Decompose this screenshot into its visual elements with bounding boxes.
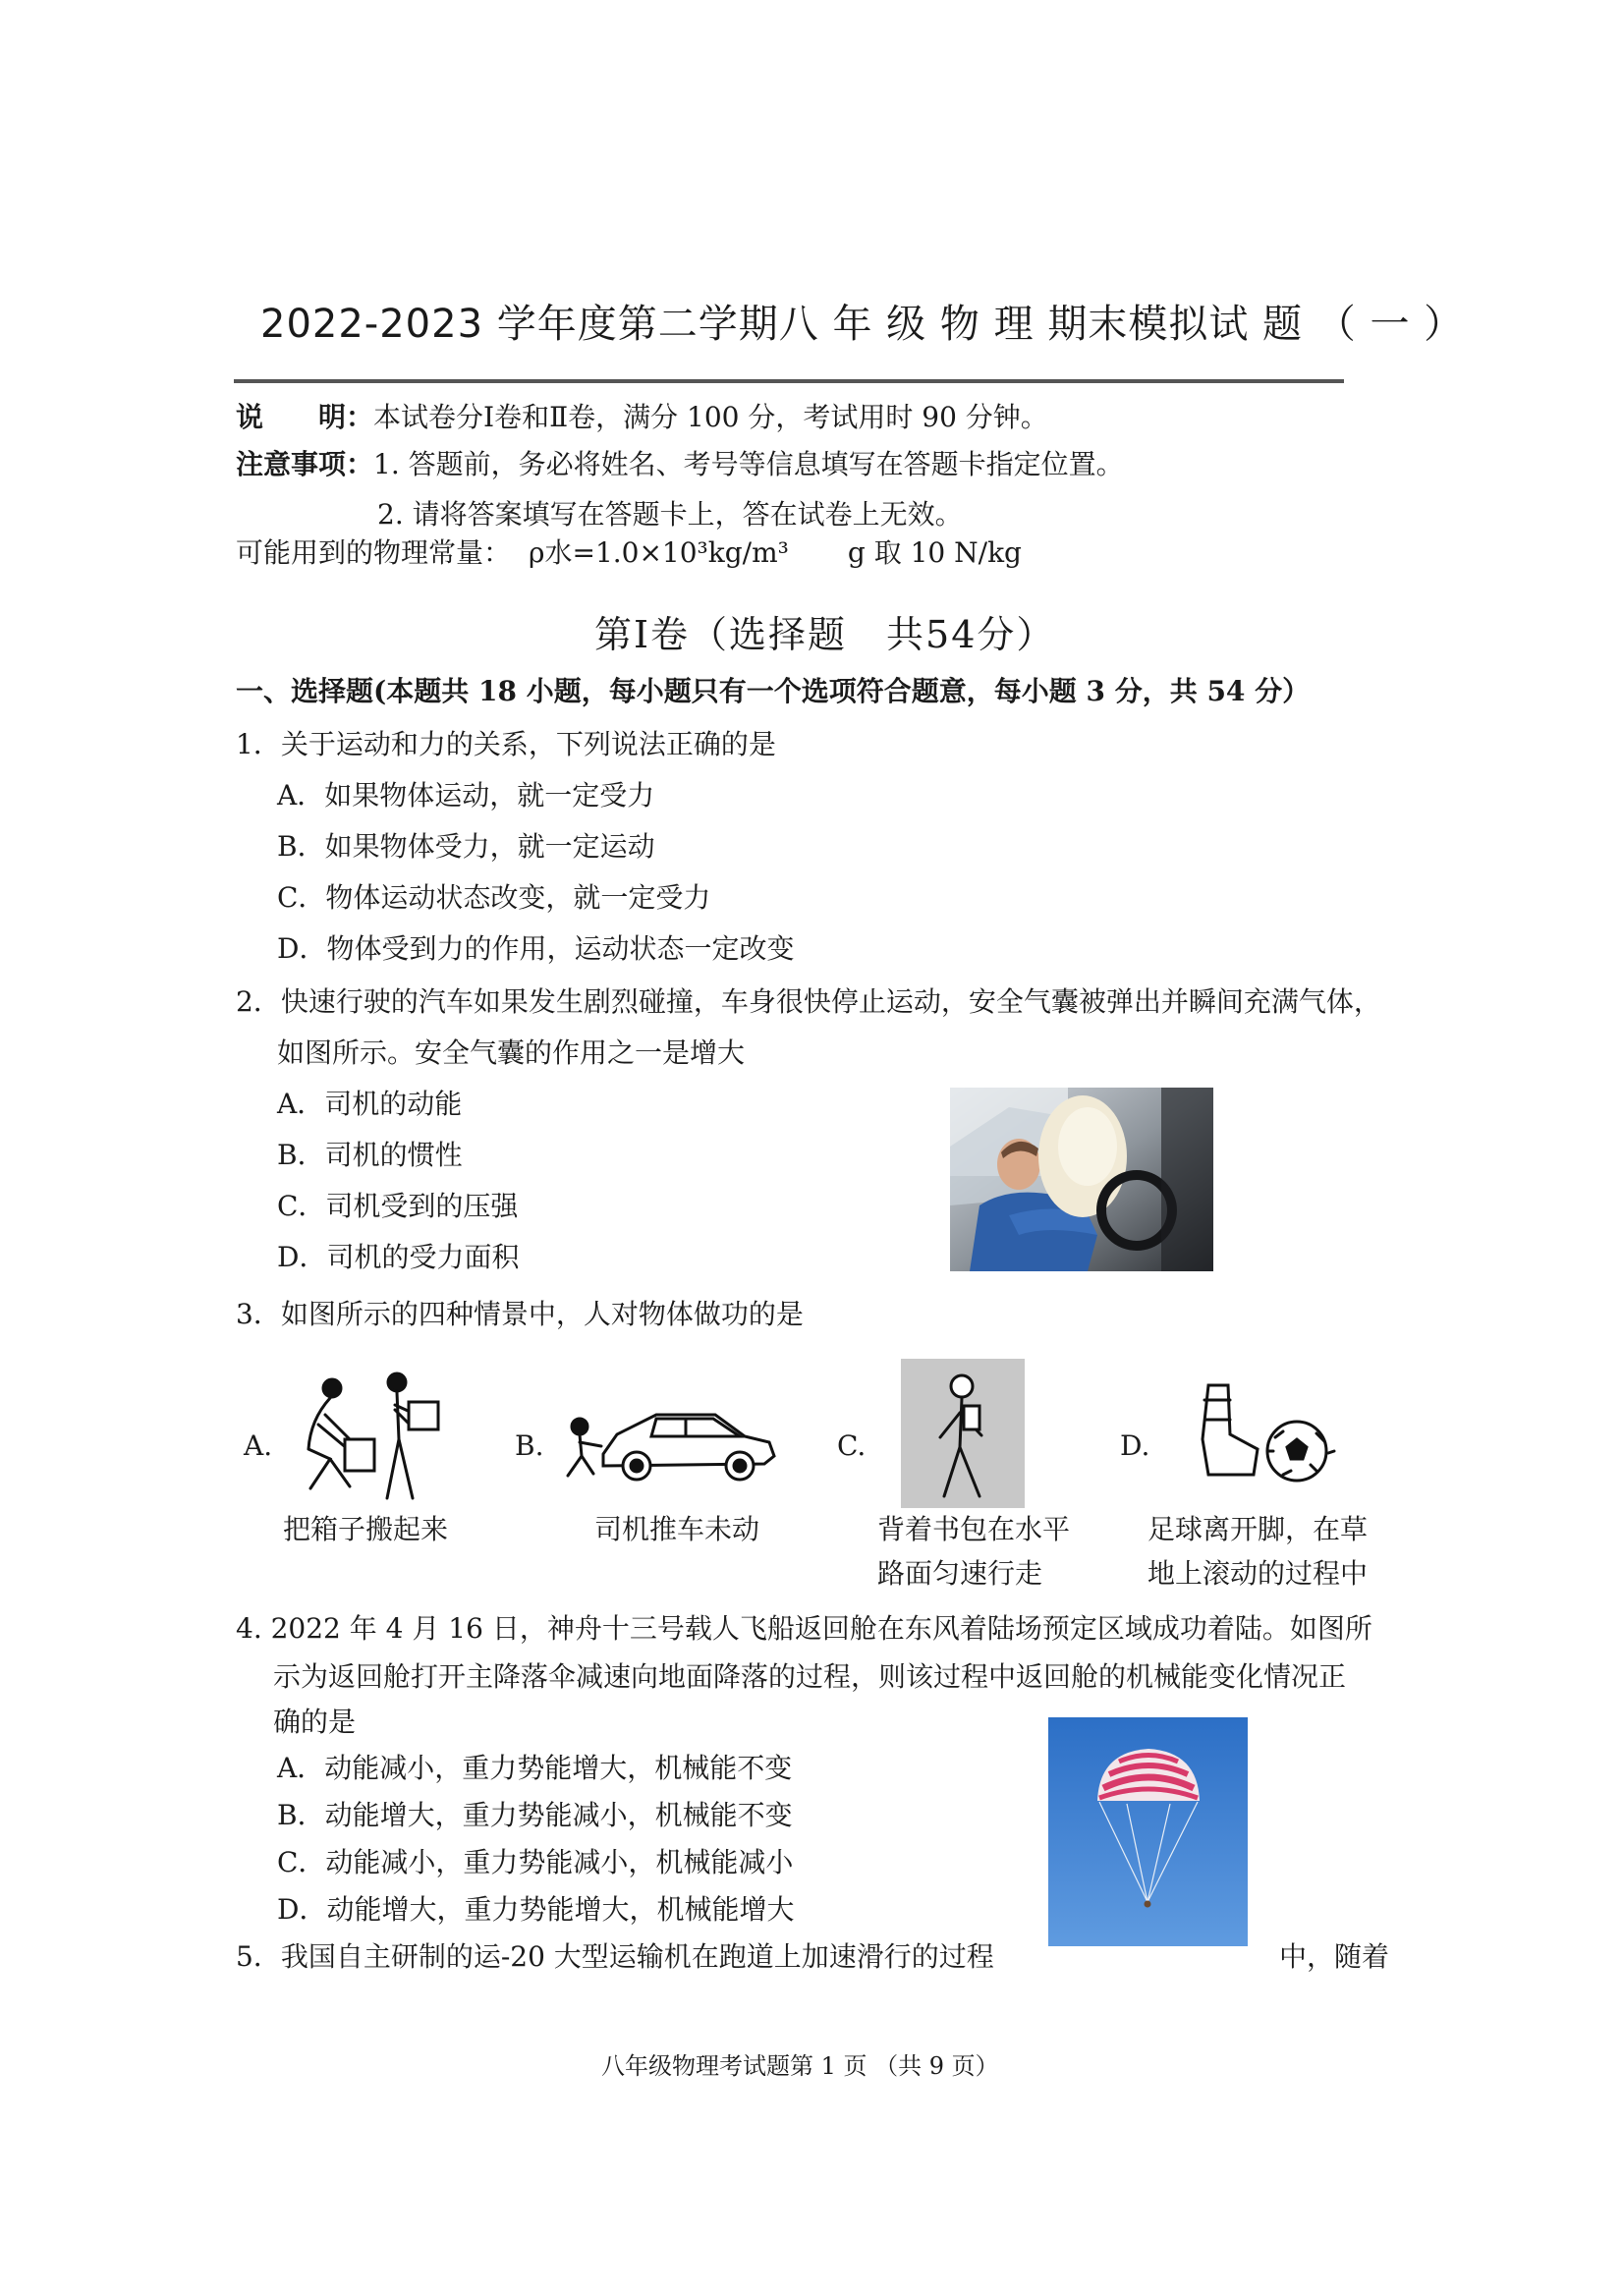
instructions-label: 说 明：: [236, 401, 374, 433]
constant-water-density: ρ水=1.0×10³kg/m³: [529, 536, 789, 569]
q3-caption-d-line1: 足球离开脚，在草: [1147, 1513, 1369, 1545]
q5-stem-start: 5．我国自主研制的运-20 大型运输机在跑道上加速滑行的过程: [236, 1940, 994, 1973]
q1-option-c: C．物体运动状态改变，就一定受力: [277, 881, 711, 914]
attention-item-2: 2. 请将答案填写在答题卡上，答在试卷上无效。: [377, 498, 963, 531]
q3-caption-b: 司机推车未动: [594, 1513, 760, 1545]
q2-option-d: D．司机的受力面积: [277, 1241, 520, 1273]
kicked-ball-figure: [1189, 1380, 1336, 1493]
q2-stem-line2: 如图所示。安全气囊的作用之一是增大: [277, 1036, 746, 1069]
q3-caption-c-line1: 背着书包在水平: [877, 1513, 1071, 1545]
constants-label: 可能用到的物理常量：: [236, 536, 512, 569]
q4-option-d: D．动能增大，重力势能增大，机械能增大: [277, 1893, 795, 1926]
parachute-photo: [1048, 1717, 1248, 1946]
q1-option-b: B．如果物体受力，就一定运动: [277, 830, 655, 863]
q2-option-a: A．司机的动能: [277, 1088, 463, 1120]
q3-stem: 3．如图所示的四种情景中，人对物体做功的是: [236, 1298, 804, 1330]
q1-option-d: D．物体受到力的作用，运动状态一定改变: [277, 932, 795, 965]
car-push-figure: [558, 1395, 779, 1488]
instructions-text: 本试卷分Ⅰ卷和Ⅱ卷，满分 100 分，考试用时 90 分钟。: [373, 401, 1048, 433]
q2-option-c: C．司机受到的压强: [277, 1190, 519, 1222]
q5-stem-end: 中，随着: [1279, 1940, 1390, 1973]
exam-title: 2022-2023 学年度第二学期八 年 级 物 理 期末模拟试 题 （ 一 ）: [260, 302, 1465, 347]
title-divider: [234, 379, 1344, 383]
q1-stem: 1．关于运动和力的关系，下列说法正确的是: [236, 728, 776, 760]
q4-stem-line1: 4. 2022 年 4 月 16 日，神舟十三号载人飞船返回舱在东风着陆场预定区域成功着陆。如图所: [236, 1612, 1372, 1645]
attention-line: [236, 445, 1124, 484]
q1-option-a: A．如果物体运动，就一定受力: [277, 779, 655, 812]
page-footer: 八年级物理考试题第 1 页 （共 9 页）: [601, 2052, 999, 2080]
q3-caption-d-line2: 地上滚动的过程中: [1147, 1557, 1369, 1590]
airbag-photo: [950, 1088, 1213, 1271]
q4-stem-line3: 确的是: [273, 1706, 357, 1738]
q3-label-c: C.: [837, 1429, 867, 1462]
attention-item-1: 1. 答题前，务必将姓名、考号等信息填写在答题卡指定位置。: [373, 448, 1124, 480]
part-heading: 一、选择题(本题共 18 小题，每小题只有一个选项符合题意，每小题 3 分，共 54 分）: [236, 675, 1311, 707]
q3-label-b: B.: [515, 1429, 544, 1462]
walking-backpack-figure: [901, 1359, 1025, 1508]
attention-label: 注意事项：: [236, 448, 374, 480]
constants-line: [236, 533, 1022, 573]
q4-option-c: C．动能减小，重力势能减小，机械能减小: [277, 1846, 794, 1878]
constant-g: g 取 10 N/kg: [847, 536, 1022, 569]
instructions-line: [236, 398, 1048, 437]
q3-caption-c-line2: 路面匀速行走: [877, 1557, 1043, 1590]
q4-option-a: A．动能减小，重力势能增大，机械能不变: [277, 1752, 793, 1784]
q4-option-b: B．动能增大，重力势能减小，机械能不变: [277, 1799, 793, 1831]
q4-stem-line2: 示为返回舱打开主降落伞减速向地面降落的过程，则该过程中返回舱的机械能变化情况正: [273, 1660, 1347, 1693]
q3-label-a: A.: [244, 1429, 273, 1462]
q2-stem-line1: 2．快速行驶的汽车如果发生剧烈碰撞，车身很快停止运动，安全气囊被弹出并瞬间充满气体，: [236, 985, 1381, 1018]
section-title: 第Ⅰ卷（选择题 共54分）: [594, 613, 1056, 656]
q3-label-d: D.: [1120, 1429, 1150, 1462]
q2-option-b: B．司机的惯性: [277, 1139, 463, 1171]
q3-caption-a: 把箱子搬起来: [283, 1513, 449, 1545]
lifting-box-figure: [291, 1371, 453, 1508]
